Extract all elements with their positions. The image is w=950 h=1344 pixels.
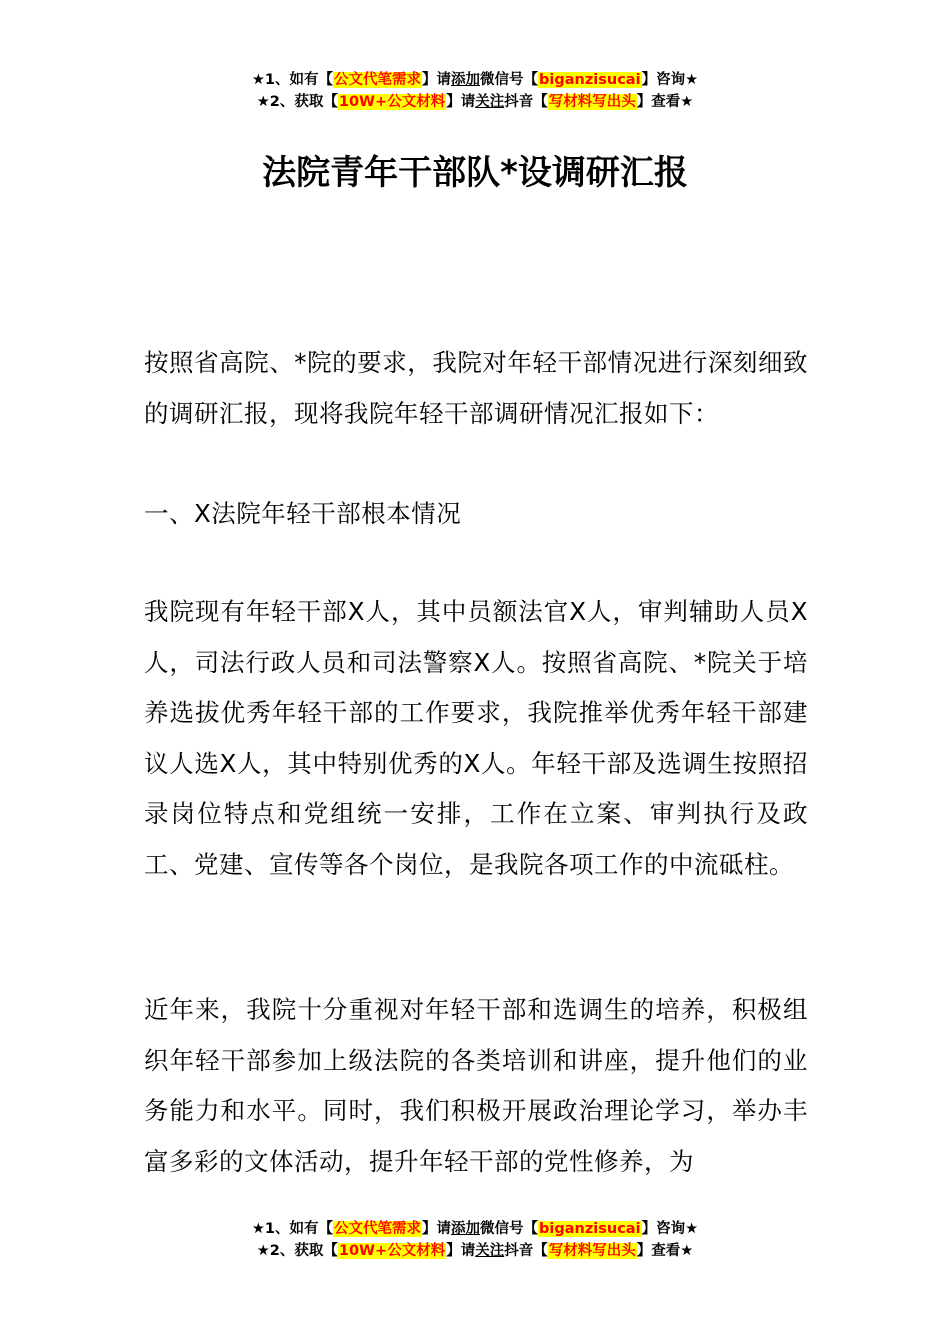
promo-text: 】请 bbox=[422, 72, 452, 88]
promo-emphasis: 关注 bbox=[475, 1243, 505, 1259]
promo-text: 微信号【 bbox=[480, 1221, 539, 1237]
promo-line-2 bbox=[0, 1240, 950, 1262]
promo-highlight: 10W+公文材料 bbox=[338, 94, 446, 110]
promo-highlight: 写材料写出头 bbox=[548, 1243, 636, 1259]
document-title: 法院青年干部队*设调研汇报 bbox=[262, 153, 688, 193]
promo-text: 】请 bbox=[422, 1221, 452, 1237]
promo-line-1 bbox=[0, 1218, 950, 1240]
promo-text: ★2、获取【 bbox=[256, 1243, 338, 1259]
promo-highlight: 公文代笔需求 bbox=[334, 72, 422, 88]
promo-text: 】查看★ bbox=[636, 1243, 694, 1259]
promo-text: 】请 bbox=[446, 1243, 476, 1259]
promo-text: ★2、获取【 bbox=[256, 94, 338, 110]
body-paragraph-2: 我院现有年轻干部X人，其中员额法官X人，审判辅助人员X人，司法行政人员和司法警察X人。按照省高院、*院关于培养选拔优秀年轻干部的工作要求，我院推举优秀年轻干部建议人选X人，其中特别优秀的X人。年轻干部及选调生按照招录岗位特点和党组统一安排，工作在立案、审判执行及政工、党建、宣传等各个岗位，是我院各项工作的中流砥柱。 bbox=[144, 597, 808, 879]
promo-highlight: biganzisucai bbox=[539, 72, 641, 88]
promo-text: ★1、如有【 bbox=[251, 72, 334, 88]
promo-text: 】咨询★ bbox=[641, 1221, 699, 1237]
promo-highlight: 公文代笔需求 bbox=[334, 1221, 422, 1237]
promo-line-2 bbox=[0, 91, 950, 113]
promo-text: 微信号【 bbox=[480, 72, 539, 88]
promo-highlight: biganzisucai bbox=[539, 1221, 641, 1237]
promo-emphasis: 添加 bbox=[451, 1221, 481, 1237]
promo-text: 抖音【 bbox=[504, 94, 548, 110]
promo-highlight: 10W+公文材料 bbox=[338, 1243, 446, 1259]
body-paragraph-3: 近年来，我院十分重视对年轻干部和选调生的培养，积极组织年轻干部参加上级法院的各类培训和讲座，提升他们的业务能力和水平。同时，我们积极开展政治理论学习，举办丰富多彩的文体活动，提升年轻干部的党性修养，为 bbox=[144, 995, 808, 1176]
promo-emphasis: 关注 bbox=[475, 94, 505, 110]
promo-banner-bottom bbox=[0, 1218, 950, 1262]
section-heading-1: 一、X法院年轻干部根本情况 bbox=[144, 499, 462, 528]
promo-text: 】咨询★ bbox=[641, 72, 699, 88]
promo-emphasis: 添加 bbox=[451, 72, 481, 88]
promo-banner-top bbox=[0, 69, 950, 113]
promo-line-1 bbox=[0, 69, 950, 91]
promo-text: ★1、如有【 bbox=[251, 1221, 334, 1237]
promo-highlight: 写材料写出头 bbox=[548, 94, 636, 110]
promo-text: 抖音【 bbox=[504, 1243, 548, 1259]
promo-text: 】查看★ bbox=[636, 94, 694, 110]
promo-text: 】请 bbox=[446, 94, 476, 110]
intro-paragraph: 按照省高院、*院的要求，我院对年轻干部情况进行深刻细致的调研汇报，现将我院年轻干部调研情况汇报如下： bbox=[144, 348, 808, 428]
